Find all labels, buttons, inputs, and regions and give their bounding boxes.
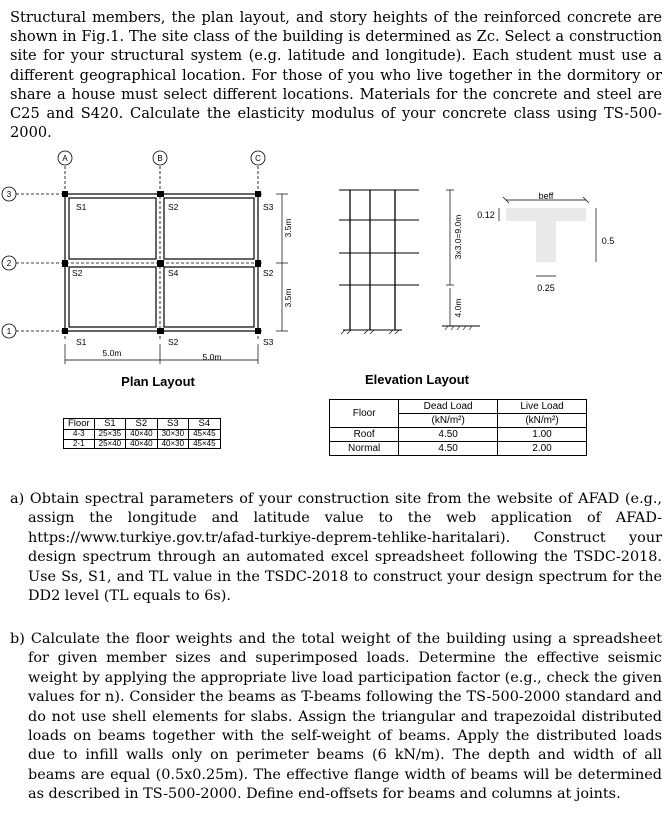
table-cell: 4-3 xyxy=(64,430,95,440)
ground-story-height: 4.0m xyxy=(453,298,463,318)
beff-label: beff xyxy=(538,191,554,201)
table-cell: 40×40 xyxy=(126,430,157,440)
question-a: a) Obtain spectral parameters of your construction site from the website of AFAD (e.g., assign the longitude and latitude value to the web application of AFAD- https://www.turkiye.gov.tr/afad-turkiye-deprem-tehlike-haritalari). Construct your design spectrum through an automated excel spreadsheet following the TSDC-2018. Use Ss, S1, and TL value in the TSDC-2018 to construct your design spectrum for the DD2 level (TL equals to 6s). xyxy=(10,491,662,605)
height-dimension: 3.5m xyxy=(283,288,293,308)
table-cell: 1.00 xyxy=(498,428,587,442)
height-dimension: 3.5m xyxy=(283,218,293,238)
question-b: b) Calculate the floor weights and the total weight of the building using a spreadsheet for given member sizes and superimposed loads. Determine the effective seismic weight by applying the appropriate live load participation factor (e.g., check the given values for n). Consider the beams as T-beams following the TS-500-2000 standard and do not use shell elements for slabs. Assign the triangular and trapezoidal distributed loads on beams together with the self-weight of beams. Apply the distributed loads due to infill walls only on perimeter beams (6 kN/m). The depth and width of all beams are equal (0.5x0.25m). The effective flange width of beams will be determined as described in TS-500-2000. Define end-offsets for beams and columns at joints. xyxy=(10,631,662,803)
col-label: S2 xyxy=(263,268,274,278)
axis-label-b: B xyxy=(157,154,163,163)
table-header: Live Load xyxy=(498,400,587,414)
table-cell: Normal xyxy=(330,442,399,456)
elevation-caption: Elevation Layout xyxy=(364,372,470,387)
table-header: S4 xyxy=(189,419,220,430)
axis-label-2: 2 xyxy=(6,259,12,268)
table-cell: 45×45 xyxy=(189,430,220,440)
table-cell: 25×40 xyxy=(94,439,125,449)
col-label: S2 xyxy=(168,202,179,212)
plan-columns xyxy=(62,191,261,334)
axis-label-c: C xyxy=(255,154,261,163)
beam-width: 0.25 xyxy=(537,283,555,293)
col-label: S1 xyxy=(76,202,87,212)
col-label: S3 xyxy=(263,202,274,212)
t-section xyxy=(499,197,596,276)
axis-label-a: A xyxy=(62,154,68,163)
table-cell: 30×30 xyxy=(157,430,188,440)
table-header: S2 xyxy=(126,419,157,430)
axis-label-1: 1 xyxy=(6,327,12,336)
table-cell: 2-1 xyxy=(64,439,95,449)
table-header: Floor xyxy=(64,419,95,430)
axis-label-3: 3 xyxy=(6,190,12,199)
elevation-height: 3x3.0=9.0m xyxy=(453,214,463,260)
table-cell: 4.50 xyxy=(399,442,498,456)
table-header: (kN/m²) xyxy=(498,414,587,428)
table-header: Dead Load xyxy=(399,400,498,414)
column-section-table xyxy=(63,418,221,449)
load-table xyxy=(329,399,587,456)
table-header: S1 xyxy=(94,419,125,430)
span-dimension: 5.0m xyxy=(102,348,122,358)
table-cell: 40×40 xyxy=(126,439,157,449)
table-cell: 4.50 xyxy=(399,428,498,442)
table-cell: 25×35 xyxy=(94,430,125,440)
col-label: S1 xyxy=(76,337,87,347)
table-cell: 2.00 xyxy=(498,442,587,456)
table-cell: Roof xyxy=(330,428,399,442)
table-header: (kN/m²) xyxy=(399,414,498,428)
slab-thickness: 0.12 xyxy=(477,210,495,220)
beam-depth: 0.5 xyxy=(601,236,615,246)
plan-caption: Plan Layout xyxy=(121,374,195,389)
span-dimension: 5.0m xyxy=(202,352,222,362)
col-label: S4 xyxy=(168,268,179,278)
table-header: Floor xyxy=(330,400,399,428)
table-header: S3 xyxy=(157,419,188,430)
col-label: S2 xyxy=(168,337,179,347)
problem-intro: Structural members, the plan layout, and story heights of the reinforced concrete are shown in Fig.1. The site class of the building is determined as Zc. Select a construction site for your structural system (e.g. latitude and longitude). Each student must use a different geographical location. For those of you who live together in the dormitory or share a house must select different locations. Materials for the concrete and steel are C25 and S420. Calculate the elasticity modulus of your concrete class using TS-500-2000. xyxy=(10,9,662,142)
table-cell: 45×45 xyxy=(189,439,220,449)
col-label: S2 xyxy=(72,268,83,278)
table-cell: 40×30 xyxy=(157,439,188,449)
plan-layout xyxy=(2,151,265,340)
col-label: S3 xyxy=(263,337,274,347)
